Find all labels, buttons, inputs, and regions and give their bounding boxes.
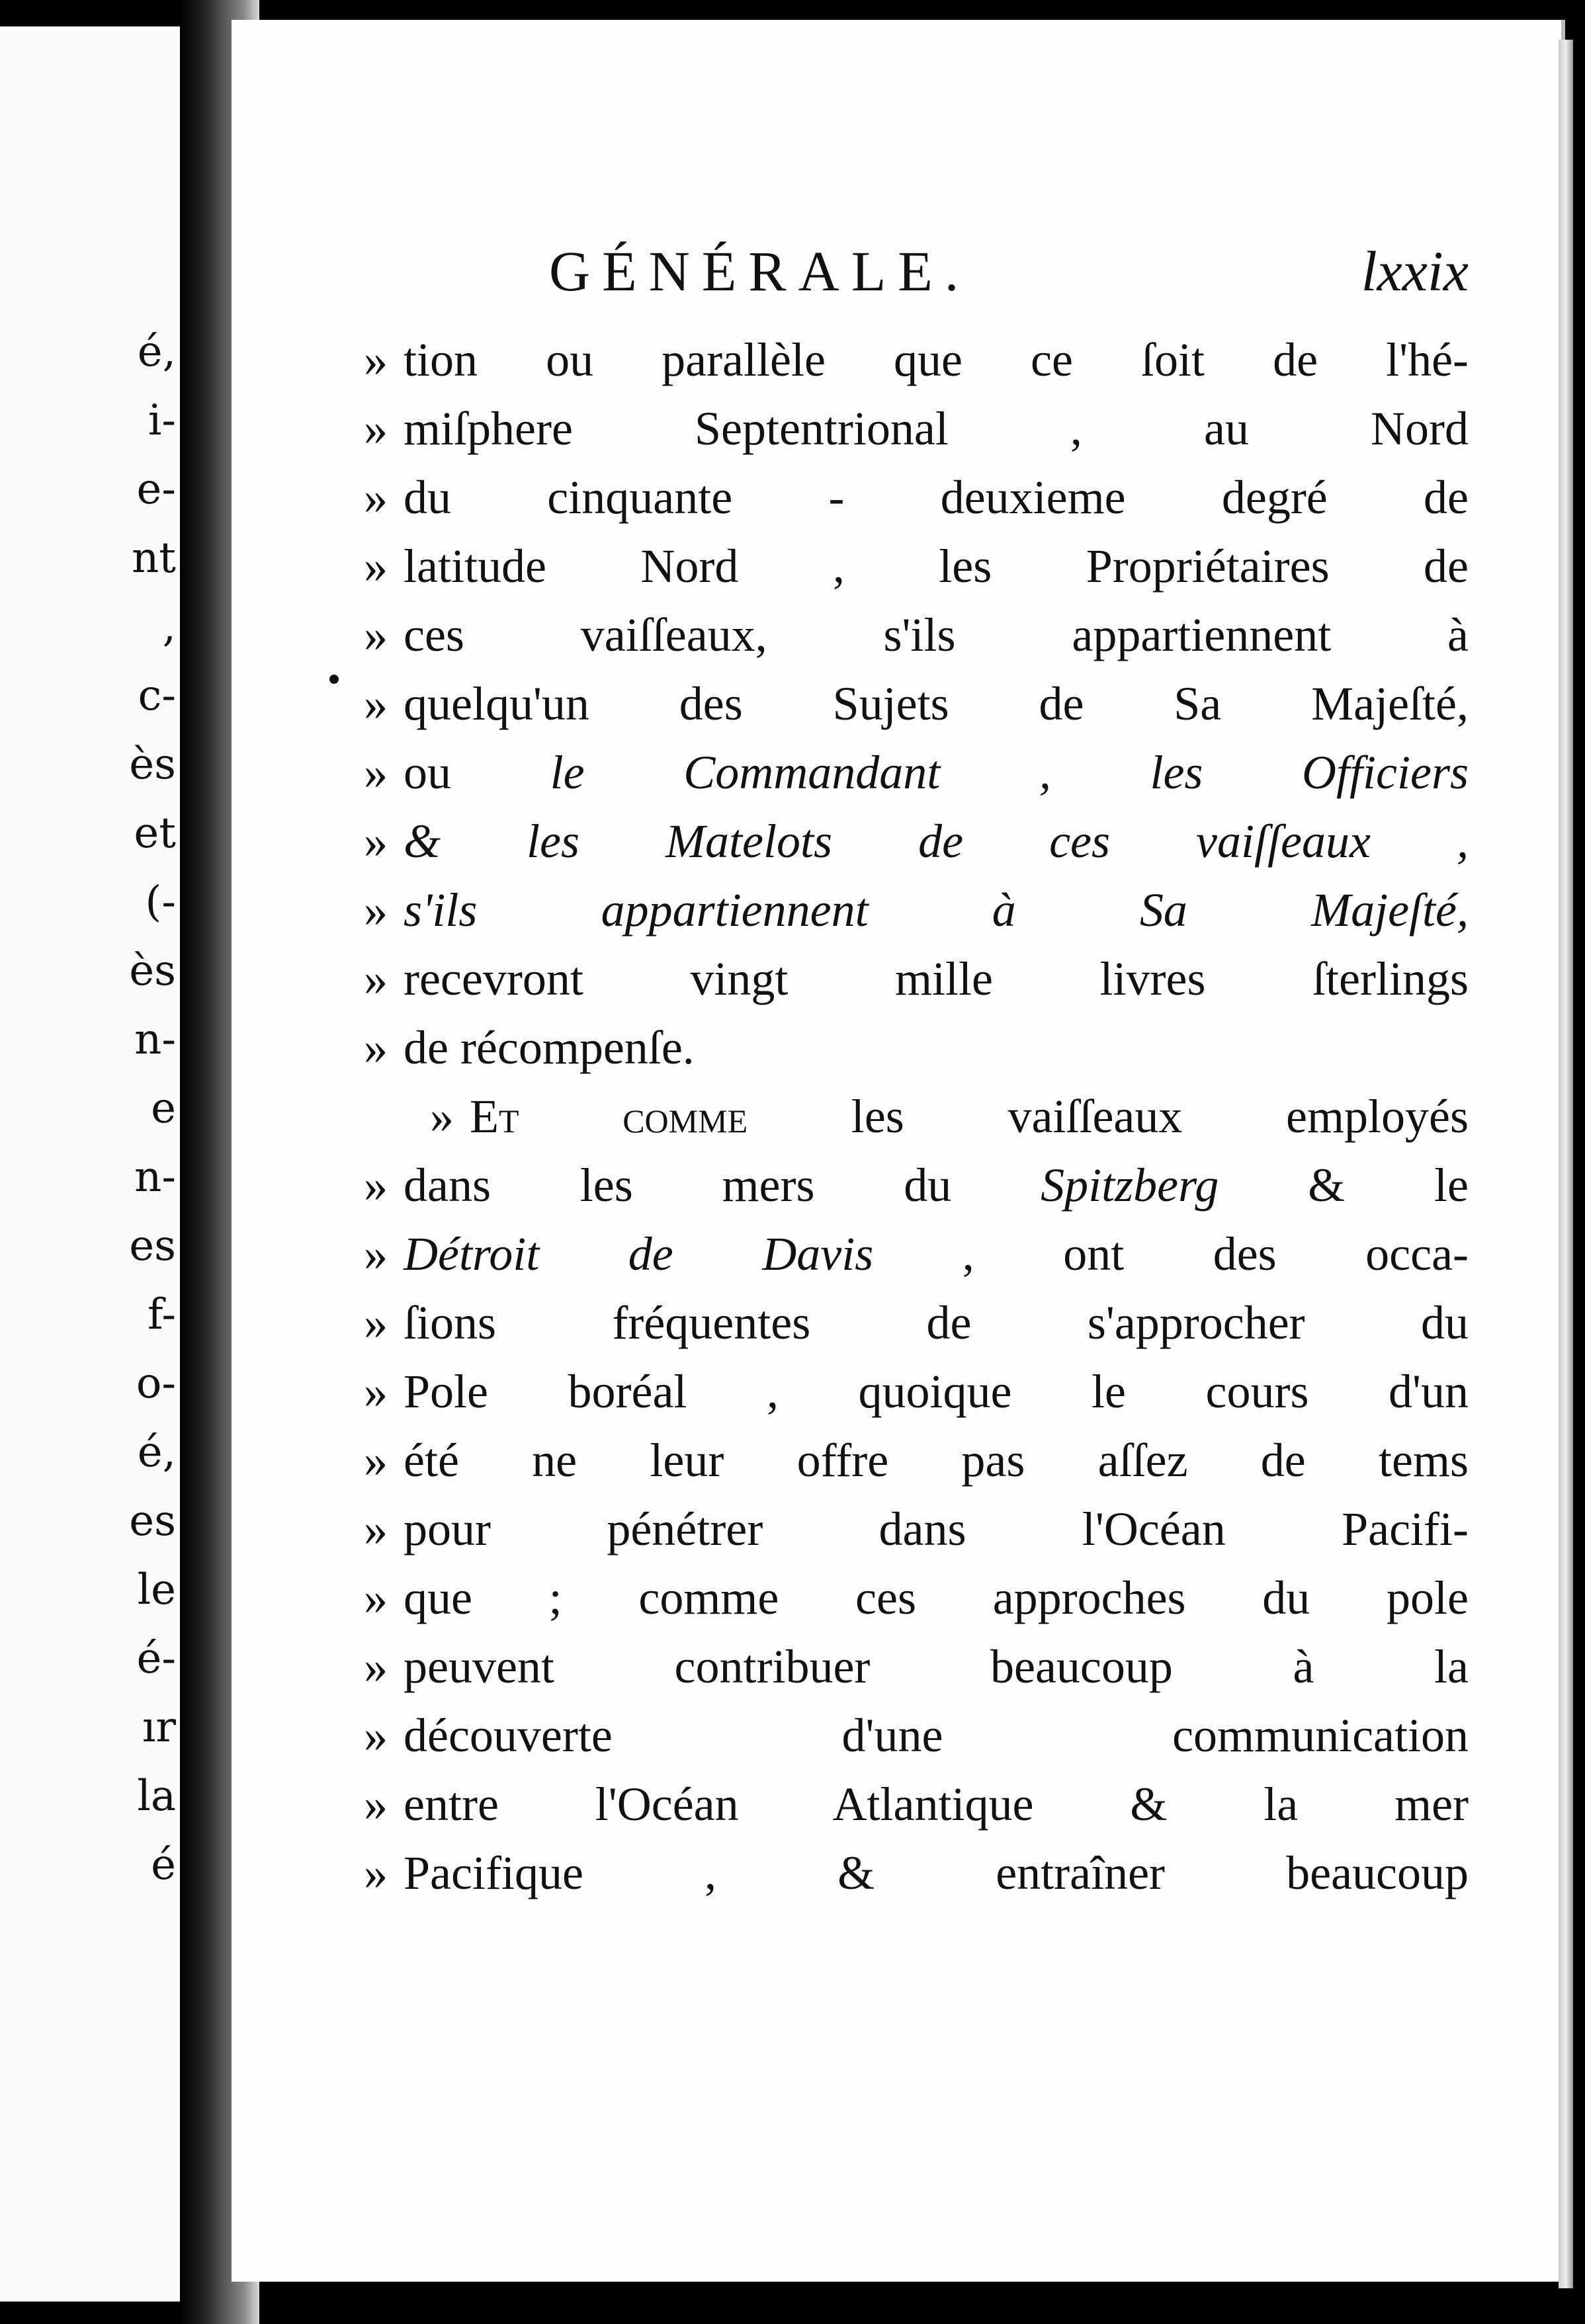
- left-fragment: ır: [142, 1703, 176, 1752]
- left-fragment: la: [137, 1772, 176, 1821]
- text-line: [364, 1839, 1469, 1907]
- text-line: [364, 1495, 1469, 1563]
- text-segment: , ont des occa-: [873, 1227, 1469, 1280]
- text-segment: Détroit de Davis: [404, 1227, 874, 1280]
- text-line: [364, 1288, 1469, 1357]
- left-fragment: é,: [137, 1428, 176, 1477]
- text-segment: pour pénétrer dans l'Océan Pacifi-: [404, 1503, 1469, 1556]
- left-fragment: (-: [145, 878, 176, 927]
- text-segment: de récompenſe.: [404, 1021, 695, 1074]
- quote-mark: »: [364, 815, 388, 868]
- text-line: [364, 1426, 1469, 1495]
- text-segment: quelqu'un des Sujets de Sa Majeſté,: [404, 677, 1469, 730]
- text-line: [364, 601, 1469, 669]
- left-fragment: e: [151, 1084, 176, 1133]
- quote-mark: »: [364, 1159, 388, 1212]
- text-segment: latitude Nord , les Propriétaires de: [404, 540, 1469, 593]
- quote-mark: »: [364, 884, 388, 936]
- text-line: [364, 1357, 1469, 1426]
- quote-mark: »: [364, 1021, 388, 1074]
- margin-mark: [329, 675, 339, 684]
- left-fragment: e-: [136, 465, 176, 514]
- text-segment: & les Matelots de ces vaiſſeaux ,: [404, 815, 1469, 868]
- quote-mark: »: [364, 471, 388, 524]
- text-line: [364, 463, 1469, 532]
- text-segment: s'ils appartiennent à Sa Majeſté,: [404, 884, 1469, 936]
- text-line: [364, 1632, 1469, 1701]
- left-fragment: f-: [147, 1290, 176, 1339]
- text-line: [364, 807, 1469, 876]
- left-fragment: n-: [134, 1015, 176, 1064]
- left-fragment: é: [151, 1841, 176, 1889]
- text-segment: ſions fréquentes de s'approcher du: [404, 1296, 1469, 1349]
- text-segment: ou: [404, 746, 550, 799]
- quote-mark: »: [364, 1365, 388, 1418]
- text-segment: entre l'Océan Atlantique & la mer: [404, 1778, 1469, 1831]
- text-line: [364, 1082, 1469, 1151]
- quote-mark: »: [364, 1640, 388, 1693]
- page-header: [549, 238, 1469, 317]
- quote-mark: »: [364, 608, 388, 661]
- quote-mark: »: [364, 746, 388, 799]
- text-line: [364, 1701, 1469, 1770]
- text-line: [364, 1563, 1469, 1632]
- left-fragment: ès: [129, 946, 176, 995]
- quote-mark: »: [364, 1778, 388, 1831]
- page-number: lxxix: [1361, 239, 1469, 303]
- running-title: GÉNÉRALE.: [549, 239, 971, 303]
- quote-mark: »: [430, 1090, 454, 1143]
- text-segment: que ; comme ces approches du pole: [404, 1571, 1469, 1624]
- main-page: [232, 20, 1565, 2282]
- quote-mark: »: [364, 1847, 388, 1899]
- left-fragment: nt: [132, 534, 176, 583]
- text-segment: du cinquante - deuxieme degré de: [404, 471, 1469, 524]
- quote-mark: »: [364, 952, 388, 1005]
- text-line: [364, 394, 1469, 463]
- text-segment: & le: [1219, 1159, 1469, 1212]
- text-line: [364, 1220, 1469, 1288]
- quote-mark: »: [364, 1434, 388, 1487]
- text-line: [364, 738, 1469, 807]
- left-fragment: es: [129, 1222, 176, 1270]
- left-fragment: n-: [134, 1153, 176, 1202]
- text-segment: recevront vingt mille livres ſterlings: [404, 952, 1469, 1005]
- text-line: [364, 669, 1469, 738]
- quote-mark: »: [364, 1227, 388, 1280]
- text-segment: tion ou parallèle que ce ſoit de l'hé-: [404, 333, 1469, 386]
- quote-mark: »: [364, 677, 388, 730]
- text-line: [364, 532, 1469, 601]
- text-segment: Pacifique , & entraîner beaucoup: [404, 1847, 1469, 1899]
- text-segment: peuvent contribuer beaucoup à la: [404, 1640, 1469, 1693]
- left-fragment: et: [134, 809, 176, 858]
- quote-mark: »: [364, 1571, 388, 1624]
- left-fragment: é,: [137, 327, 176, 376]
- left-page-line-fragments: [97, 317, 176, 1899]
- text-line: [364, 1151, 1469, 1220]
- quote-mark: »: [364, 1503, 388, 1556]
- left-fragment: i-: [148, 396, 176, 445]
- text-line: [364, 1013, 1469, 1082]
- text-segment: été ne leur offre pas aſſez de tems: [404, 1434, 1469, 1487]
- text-segment: dans les mers du: [404, 1159, 1041, 1212]
- quote-mark: »: [364, 402, 388, 455]
- left-fragment: le: [137, 1565, 176, 1614]
- quote-mark: »: [364, 333, 388, 386]
- text-segment: ces vaiſſeaux, s'ils appartiennent à: [404, 608, 1469, 661]
- page-edge: [1559, 40, 1573, 2288]
- text-line: [364, 944, 1469, 1013]
- left-fragment: es: [129, 1497, 176, 1546]
- text-line: [364, 1770, 1469, 1839]
- body-text: [364, 325, 1469, 1907]
- left-fragment: ès: [129, 740, 176, 789]
- left-fragment: é-: [136, 1634, 176, 1683]
- text-segment: les vaiſſeaux employés: [748, 1090, 1469, 1143]
- text-segment: Pole boréal , quoique le cours d'un: [404, 1365, 1469, 1418]
- text-segment: Spitzberg: [1041, 1159, 1219, 1212]
- text-segment: le Commandant , les Officiers: [550, 746, 1469, 799]
- left-fragment: o-: [136, 1359, 176, 1408]
- text-line: [364, 876, 1469, 944]
- text-segment: miſphere Septentrional , au Nord: [404, 402, 1469, 455]
- left-fragment: ,: [162, 602, 176, 651]
- text-segment: découverte d'une communication: [404, 1709, 1469, 1762]
- left-fragment: c-: [138, 671, 176, 720]
- text-segment: Et comme: [470, 1090, 748, 1143]
- text-line: [364, 325, 1469, 394]
- quote-mark: »: [364, 1296, 388, 1349]
- left-facing-page: [0, 26, 180, 2302]
- quote-mark: »: [364, 540, 388, 593]
- quote-mark: »: [364, 1709, 388, 1762]
